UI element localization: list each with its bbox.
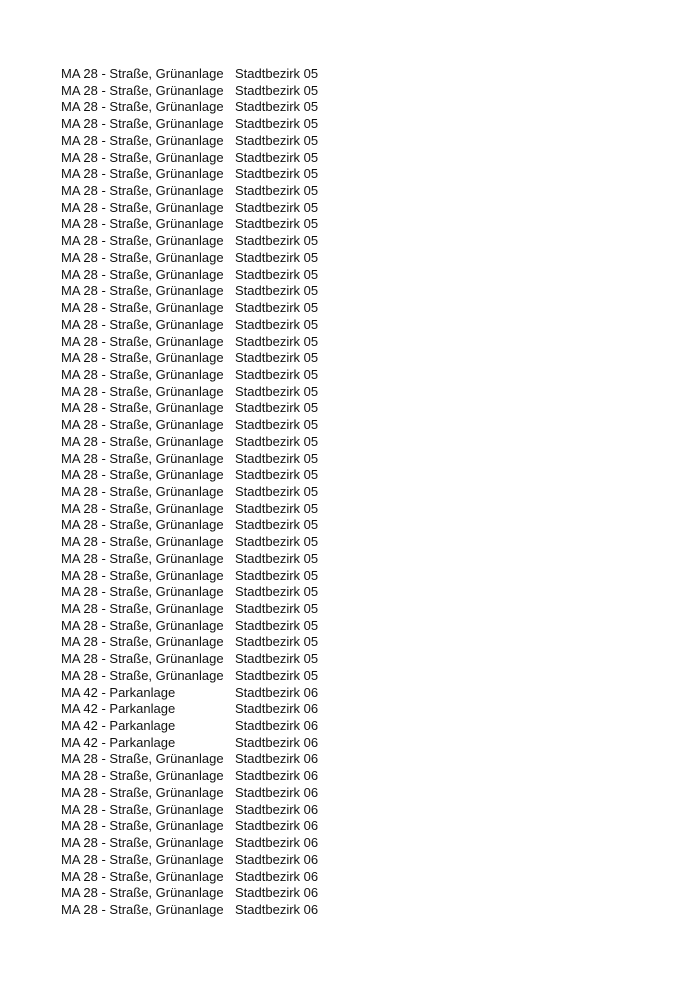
department-cell: MA 28 - Straße, Grünanlage: [61, 851, 224, 867]
department-cell: MA 28 - Straße, Grünanlage: [61, 199, 224, 215]
list-item: [61, 116, 345, 133]
department-cell: MA 28 - Straße, Grünanlage: [61, 166, 224, 182]
district-cell: Stadtbezirk 05: [235, 266, 319, 282]
list-item: [61, 200, 345, 217]
department-cell: MA 28 - Straße, Grünanlage: [61, 467, 224, 483]
list-item: [61, 99, 345, 116]
list-item: [61, 484, 345, 501]
district-cell: Stadtbezirk 05: [235, 400, 319, 416]
district-cell: Stadtbezirk 05: [235, 66, 319, 81]
department-cell: MA 28 - Straße, Grünanlage: [61, 149, 224, 165]
list-item: [61, 66, 345, 83]
list-item: [61, 467, 345, 484]
district-cell: Stadtbezirk 06: [235, 801, 319, 817]
list-item: [61, 250, 345, 267]
department-cell: MA 28 - Straße, Grünanlage: [61, 784, 224, 800]
district-cell: Stadtbezirk 06: [235, 885, 319, 901]
district-cell: Stadtbezirk 05: [235, 99, 319, 115]
department-cell: MA 28 - Straße, Grünanlage: [61, 266, 224, 282]
department-cell: MA 28 - Straße, Grünanlage: [61, 751, 224, 767]
department-cell: MA 28 - Straße, Grünanlage: [61, 584, 224, 600]
district-cell: Stadtbezirk 06: [235, 751, 319, 767]
list-item: [61, 785, 345, 802]
district-cell: Stadtbezirk 05: [235, 233, 319, 249]
district-cell: Stadtbezirk 06: [235, 851, 319, 867]
list-item: [61, 400, 345, 417]
list-item: [61, 751, 345, 768]
district-cell: Stadtbezirk 05: [235, 183, 319, 199]
district-cell: Stadtbezirk 06: [235, 818, 319, 834]
district-cell: Stadtbezirk 05: [235, 366, 319, 382]
list-item: [61, 233, 345, 250]
department-cell: MA 28 - Straße, Grünanlage: [61, 885, 224, 901]
list-item: [61, 417, 345, 434]
department-cell: MA 28 - Straße, Grünanlage: [61, 567, 224, 583]
district-cell: Stadtbezirk 05: [235, 82, 319, 98]
department-cell: MA 28 - Straße, Grünanlage: [61, 350, 224, 366]
district-cell: Stadtbezirk 05: [235, 149, 319, 165]
list-item: [61, 618, 345, 635]
list-item: [61, 902, 345, 919]
department-cell: MA 28 - Straße, Grünanlage: [61, 534, 224, 550]
department-cell: MA 28 - Straße, Grünanlage: [61, 66, 224, 81]
department-cell: MA 28 - Straße, Grünanlage: [61, 283, 224, 299]
list-item: [61, 83, 345, 100]
district-cell: Stadtbezirk 06: [235, 684, 319, 700]
district-cell: Stadtbezirk 05: [235, 617, 319, 633]
department-cell: MA 28 - Straße, Grünanlage: [61, 868, 224, 884]
district-cell: Stadtbezirk 05: [235, 216, 319, 232]
department-cell: MA 28 - Straße, Grünanlage: [61, 82, 224, 98]
list-item: [61, 835, 345, 852]
list-item: [61, 651, 345, 668]
list-item: [61, 133, 345, 150]
list-item: [61, 551, 345, 568]
district-cell: Stadtbezirk 06: [235, 784, 319, 800]
list-item: [61, 718, 345, 735]
department-cell: MA 28 - Straße, Grünanlage: [61, 333, 224, 349]
department-cell: MA 28 - Straße, Grünanlage: [61, 550, 224, 566]
district-cell: Stadtbezirk 05: [235, 300, 319, 316]
list-item: [61, 852, 345, 869]
list-item: [61, 150, 345, 167]
list-item: [61, 668, 345, 685]
district-cell: Stadtbezirk 05: [235, 517, 319, 533]
district-cell: Stadtbezirk 05: [235, 433, 319, 449]
list-item: [61, 568, 345, 585]
district-cell: Stadtbezirk 05: [235, 651, 319, 667]
department-cell: MA 28 - Straße, Grünanlage: [61, 450, 224, 466]
department-cell: MA 28 - Straße, Grünanlage: [61, 400, 224, 416]
department-cell: MA 28 - Straße, Grünanlage: [61, 383, 224, 399]
department-cell: MA 42 - Parkanlage: [61, 684, 176, 700]
department-cell: MA 28 - Straße, Grünanlage: [61, 617, 224, 633]
district-cell: Stadtbezirk 05: [235, 634, 319, 650]
list-item: [61, 885, 345, 902]
district-cell: Stadtbezirk 05: [235, 383, 319, 399]
department-cell: MA 28 - Straße, Grünanlage: [61, 433, 224, 449]
list-item: [61, 384, 345, 401]
district-cell: Stadtbezirk 06: [235, 718, 319, 734]
list-item: [61, 685, 345, 702]
list-item: [61, 434, 345, 451]
department-cell: MA 42 - Parkanlage: [61, 701, 176, 717]
district-cell: Stadtbezirk 05: [235, 132, 319, 148]
district-cell: Stadtbezirk 05: [235, 333, 319, 349]
list-item: [61, 768, 345, 785]
department-cell: MA 28 - Straße, Grünanlage: [61, 233, 224, 249]
department-cell: MA 28 - Straße, Grünanlage: [61, 801, 224, 817]
list-item: [61, 802, 345, 819]
department-cell: MA 28 - Straße, Grünanlage: [61, 132, 224, 148]
list-item: [61, 534, 345, 551]
district-cell: Stadtbezirk 05: [235, 316, 319, 332]
list-item: [61, 634, 345, 651]
list-item: [61, 501, 345, 518]
department-cell: MA 28 - Straße, Grünanlage: [61, 768, 224, 784]
district-cell: Stadtbezirk 06: [235, 768, 319, 784]
district-cell: Stadtbezirk 05: [235, 483, 319, 499]
district-cell: Stadtbezirk 05: [235, 450, 319, 466]
department-cell: MA 28 - Straße, Grünanlage: [61, 116, 224, 132]
department-cell: MA 28 - Straße, Grünanlage: [61, 249, 224, 265]
list-item: [61, 869, 345, 886]
department-cell: MA 28 - Straße, Grünanlage: [61, 667, 224, 683]
district-cell: Stadtbezirk 06: [235, 835, 319, 851]
district-cell: Stadtbezirk 05: [235, 350, 319, 366]
department-cell: MA 28 - Straße, Grünanlage: [61, 601, 224, 616]
district-cell: Stadtbezirk 05: [235, 567, 319, 583]
list-item: [61, 701, 345, 718]
list-item: [61, 283, 345, 300]
list-item: [61, 451, 345, 468]
list-item: [61, 317, 345, 334]
department-cell: MA 28 - Straße, Grünanlage: [61, 366, 224, 382]
department-cell: MA 28 - Straße, Grünanlage: [61, 517, 224, 533]
district-cell: Stadtbezirk 06: [235, 701, 319, 717]
list-item: [61, 300, 345, 317]
list-item: [61, 334, 345, 351]
district-cell: Stadtbezirk 05: [235, 500, 319, 516]
department-cell: MA 42 - Parkanlage: [61, 734, 176, 750]
district-cell: Stadtbezirk 05: [235, 601, 319, 616]
department-cell: MA 28 - Straße, Grünanlage: [61, 901, 224, 917]
list-item: [61, 216, 345, 233]
list-item: [61, 183, 345, 200]
district-cell: Stadtbezirk 06: [235, 868, 319, 884]
district-cell: Stadtbezirk 05: [235, 584, 319, 600]
district-cell: Stadtbezirk 05: [235, 667, 319, 683]
list-item: [61, 517, 345, 534]
district-cell: Stadtbezirk 05: [235, 283, 319, 299]
district-cell: Stadtbezirk 05: [235, 166, 319, 182]
department-cell: MA 28 - Straße, Grünanlage: [61, 500, 224, 516]
department-cell: MA 28 - Straße, Grünanlage: [61, 835, 224, 851]
district-cell: Stadtbezirk 06: [235, 734, 319, 750]
department-cell: MA 28 - Straße, Grünanlage: [61, 300, 224, 316]
district-cell: Stadtbezirk 05: [235, 467, 319, 483]
department-cell: MA 28 - Straße, Grünanlage: [61, 316, 224, 332]
district-cell: Stadtbezirk 06: [235, 901, 319, 917]
district-cell: Stadtbezirk 05: [235, 550, 319, 566]
list-item: [61, 367, 345, 384]
department-cell: MA 28 - Straße, Grünanlage: [61, 634, 224, 650]
district-cell: Stadtbezirk 05: [235, 417, 319, 433]
district-cell: Stadtbezirk 05: [235, 249, 319, 265]
list-item: [61, 350, 345, 367]
list-item: [61, 735, 345, 752]
department-cell: MA 42 - Parkanlage: [61, 718, 176, 734]
list-item: [61, 584, 345, 601]
department-cell: MA 28 - Straße, Grünanlage: [61, 183, 224, 199]
department-cell: MA 28 - Straße, Grünanlage: [61, 99, 224, 115]
district-cell: Stadtbezirk 05: [235, 116, 319, 132]
district-cell: Stadtbezirk 05: [235, 534, 319, 550]
department-cell: MA 28 - Straße, Grünanlage: [61, 417, 224, 433]
department-cell: MA 28 - Straße, Grünanlage: [61, 216, 224, 232]
department-cell: MA 28 - Straße, Grünanlage: [61, 483, 224, 499]
list-item: [61, 166, 345, 183]
list-item: [61, 818, 345, 835]
list-item: [61, 601, 345, 618]
district-cell: Stadtbezirk 05: [235, 199, 319, 215]
records-list: [61, 66, 345, 919]
department-cell: MA 28 - Straße, Grünanlage: [61, 651, 224, 667]
department-cell: MA 28 - Straße, Grünanlage: [61, 818, 224, 834]
list-item: [61, 267, 345, 284]
